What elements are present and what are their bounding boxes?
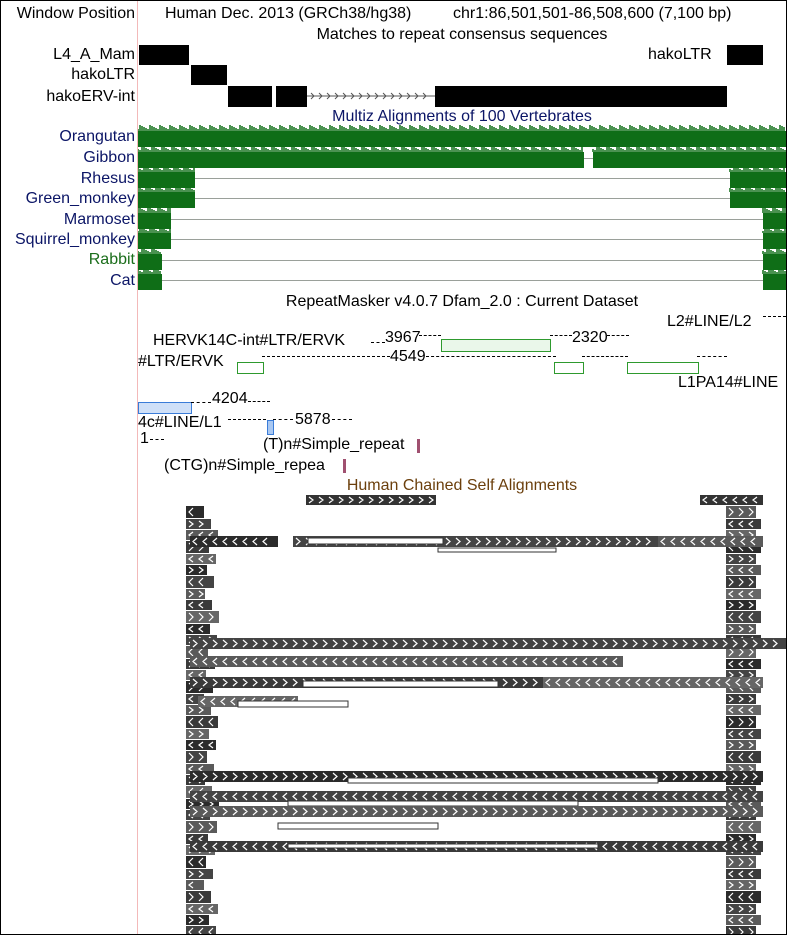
self-chain-block (186, 624, 210, 634)
self-chain-block (186, 565, 207, 575)
self-chain-block (726, 624, 756, 634)
rm-label-simple-t[interactable]: (T)n#Simple_repeat (263, 436, 405, 453)
rm-num-3967: 3967 (385, 329, 421, 346)
self-chain-block (186, 506, 204, 518)
species-label-orangutan[interactable]: Orangutan (59, 128, 135, 145)
self-chain-block (190, 638, 786, 649)
self-chain-block (726, 506, 756, 518)
window-position-label[interactable]: Window Position (16, 5, 135, 22)
self-chain-gap (278, 823, 438, 829)
self-chain-block (726, 926, 756, 934)
species-label-marmoset[interactable]: Marmoset (63, 211, 135, 228)
species-label-rhesus[interactable]: Rhesus (80, 170, 135, 187)
self-chain-block (726, 891, 761, 903)
self-chain-block (726, 821, 761, 833)
self-chain-block (306, 495, 436, 505)
self-chain-block (726, 856, 756, 868)
self-chain-block (186, 926, 216, 934)
self-chain-block (726, 611, 761, 623)
self-chain-block (186, 600, 212, 610)
self-chain-block (186, 611, 219, 623)
self-chain-block (726, 915, 761, 925)
rm-num-2320: 2320 (572, 329, 608, 346)
self-chain-block (186, 880, 204, 890)
self-chain-gap (288, 844, 598, 848)
self-chain-block (186, 891, 211, 903)
self-chain-block (726, 904, 756, 914)
species-label-rabbit[interactable]: Rabbit (88, 251, 135, 268)
self-chain-block (186, 589, 205, 599)
self-chain-block (186, 716, 218, 728)
assembly-title: Human Dec. 2013 (GRCh38/hg38) (165, 5, 412, 22)
self-chain-block (726, 740, 756, 750)
track-label-column (1, 1, 138, 934)
self-chain-gap (288, 801, 578, 806)
self-chain-block (726, 716, 756, 728)
species-label-gibbon[interactable]: Gibbon (83, 149, 135, 166)
self-chain-block (726, 600, 756, 610)
self-chain-block (186, 821, 217, 833)
self-chain-block (186, 915, 209, 925)
self-alignment-track[interactable] (138, 1, 786, 934)
rm-label-simple-ctg[interactable]: (CTG)n#Simple_repea (164, 457, 325, 474)
self-chain-block (190, 806, 763, 817)
self-chain-block (186, 519, 211, 529)
track-display-area[interactable] (138, 1, 786, 934)
repeat-consensus-title: Matches to repeat consensus sequences (316, 26, 608, 43)
self-chain-block (186, 554, 216, 564)
species-label-squirrel-monkey[interactable]: Squirrel_monkey (14, 231, 135, 248)
self-chain-block (700, 495, 763, 505)
self-chain-block (726, 554, 756, 564)
self-chain-block (726, 869, 761, 879)
self-chain-block (190, 536, 278, 547)
genome-position: chr1:86,501,501-86,508,600 (7,100 bp) (453, 5, 732, 22)
track-label-hakoerv-int[interactable]: hakoERV-int (46, 88, 135, 105)
self-chain-gap (308, 538, 443, 544)
self-chain-gap (438, 548, 556, 552)
rm-num-1: 1 (140, 430, 149, 447)
self-chain-block (658, 536, 763, 547)
repeatmasker-title: RepeatMasker v4.0.7 Dfam_2.0 : Current Dataset (285, 293, 639, 310)
rm-label-hervk14c-int[interactable]: HERVK14C-int#LTR/ERVK (153, 332, 346, 349)
self-chain-block (726, 880, 756, 890)
species-label-green-monkey[interactable]: Green_monkey (25, 190, 135, 207)
self-chain-block (186, 856, 206, 868)
species-label-cat[interactable]: Cat (110, 272, 135, 289)
rm-num-5878: 5878 (295, 411, 331, 428)
self-chain-block (186, 576, 214, 588)
self-chain-block (726, 729, 761, 739)
rm-num-4204: 4204 (212, 390, 248, 407)
self-chain-block (543, 677, 763, 688)
track-label-hakoltr[interactable]: hakoLTR (71, 66, 135, 83)
self-chain-gap (238, 701, 348, 707)
self-chain-block (726, 576, 756, 588)
self-chain-block (726, 519, 761, 529)
self-chain-block (726, 565, 761, 575)
self-chain-block (726, 751, 761, 763)
self-align-title: Human Chained Self Alignments (346, 477, 578, 494)
self-chain-block (726, 659, 761, 669)
self-chain-block (186, 740, 216, 750)
self-chain-block (186, 904, 218, 914)
self-chain-block (186, 729, 209, 739)
rm-num-4549: 4549 (390, 348, 426, 365)
self-chain-block (186, 751, 207, 763)
multiz-title: Multiz Alignments of 100 Vertebrates (332, 108, 592, 125)
track-label-l4-a-mam[interactable]: L4_A_Mam (53, 46, 135, 63)
self-chain-block (190, 656, 623, 667)
self-chain-block (190, 791, 763, 802)
self-chain-gap (303, 681, 498, 687)
self-chain-block (726, 705, 761, 715)
rm-label-ltr-ervk[interactable]: #LTR/ERVK (138, 353, 224, 370)
self-chain-gap (348, 778, 658, 783)
self-chain-block (186, 869, 213, 879)
self-chain-block (726, 694, 756, 704)
rm-label-line-l1[interactable]: 4c#LINE/L1 (138, 414, 222, 431)
rm-label-l1pa14[interactable]: L1PA14#LINE (678, 374, 779, 391)
rm-label-l2-line[interactable]: L2#LINE/L2 (667, 313, 752, 330)
hakoltr-right-label: hakoLTR (648, 46, 712, 63)
self-chain-block (726, 589, 761, 599)
